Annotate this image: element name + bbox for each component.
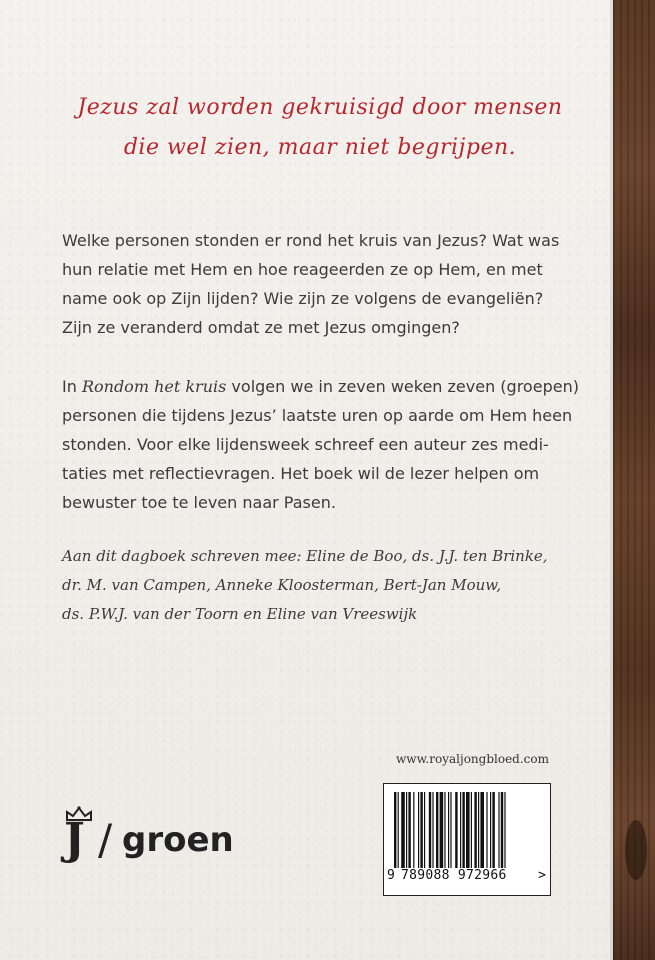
barcode-bar — [432, 792, 433, 868]
barcode-bar — [398, 792, 399, 868]
barcode-bar — [490, 792, 491, 868]
paragraph-prefix: In — [62, 377, 82, 396]
paragraph-line: dr. M. van Campen, Anneke Kloosterman, Bert-Jan Mouw, — [62, 576, 502, 594]
isbn-digits: 789088 972966 — [401, 868, 507, 883]
barcode-bar — [401, 792, 405, 868]
paragraph-line: stonden. Voor elke lijdensweek schreef een auteur zes medi- — [62, 435, 549, 454]
barcode-bar — [462, 792, 464, 868]
paragraph-line: Welke personen stonden er rond het kruis van Jezus? Wat was — [62, 231, 560, 250]
barcode-bar — [501, 792, 503, 868]
barcode-bar — [408, 792, 410, 868]
isbn-number-row — [384, 868, 550, 890]
barcode-bar — [504, 792, 505, 868]
barcode-bar — [498, 792, 499, 868]
barcode-bar — [448, 792, 449, 868]
barcode-bar — [455, 792, 457, 868]
barcode-bar — [460, 792, 461, 868]
cover-quote — [60, 88, 580, 168]
barcode-bar — [466, 792, 470, 868]
barcode-bar — [471, 792, 472, 868]
barcode-bar — [413, 792, 414, 868]
description-paragraph-1 — [62, 226, 592, 342]
barcode-bar — [444, 792, 445, 868]
barcode-bar — [440, 792, 444, 868]
paragraph-line: personen die tijdens Jezus’ laatste uren op aarde om Hem heen — [62, 406, 573, 425]
paragraph-line-rest: volgen we in zeven weken zeven (groepen) — [226, 377, 579, 396]
paragraph-line: hun relatie met Hem en hoe reageerden ze op Hem, en met — [62, 260, 543, 279]
paragraph-line: name ook op Zijn lijden? Wie zijn ze volgens de evangeliën? — [62, 289, 544, 308]
logo-wordmark: groen — [122, 820, 234, 860]
book-title-inline: Rondom het kruis — [81, 377, 227, 396]
publisher-url: www.royaljongbloed.com — [396, 752, 549, 766]
barcode-bar — [492, 792, 494, 868]
contributors-paragraph — [62, 542, 592, 629]
description-paragraph-2 — [62, 372, 592, 517]
isbn-barcode — [383, 783, 551, 896]
quote-line-2: die wel zien, maar niet begrijpen. — [123, 135, 517, 160]
barcode-bar — [418, 792, 419, 868]
barcode-bar — [436, 792, 438, 868]
isbn-lead-digit: 9 — [387, 868, 395, 883]
paragraph-line: bewuster toe te leven naar Pasen. — [62, 493, 336, 512]
barcode-bar — [478, 792, 479, 868]
barcode-bar — [486, 792, 487, 868]
quote-line-1: Jezus zal worden gekruisigd door mensen — [77, 95, 563, 120]
logo-slash: / — [98, 815, 113, 864]
barcode-bar — [480, 792, 484, 868]
isbn-end-mark: > — [538, 868, 546, 883]
wood-background-strip — [613, 0, 655, 960]
barcode-bar — [406, 792, 407, 868]
barcode-bar — [474, 792, 476, 868]
barcode-bar — [424, 792, 425, 868]
paragraph-line: taties met reflectievragen. Het boek wil de lezer helpen om — [62, 464, 540, 483]
paragraph-line — [62, 372, 592, 401]
barcode-bar — [420, 792, 422, 868]
paragraph-line: Aan dit dagboek schreven mee: Eline de Boo, ds. J.J. ten Brinke, — [62, 547, 548, 565]
barcode-bar — [450, 792, 451, 868]
logo-letter-j: J — [64, 814, 85, 865]
paragraph-line: Zijn ze veranderd omdat ze met Jezus omgingen? — [62, 318, 460, 337]
paragraph-line: ds. P.W.J. van der Toorn en Eline van Vreeswijk — [62, 605, 418, 623]
barcode-bar — [394, 792, 396, 868]
barcode-bar — [429, 792, 431, 868]
barcode-bars — [394, 792, 542, 868]
